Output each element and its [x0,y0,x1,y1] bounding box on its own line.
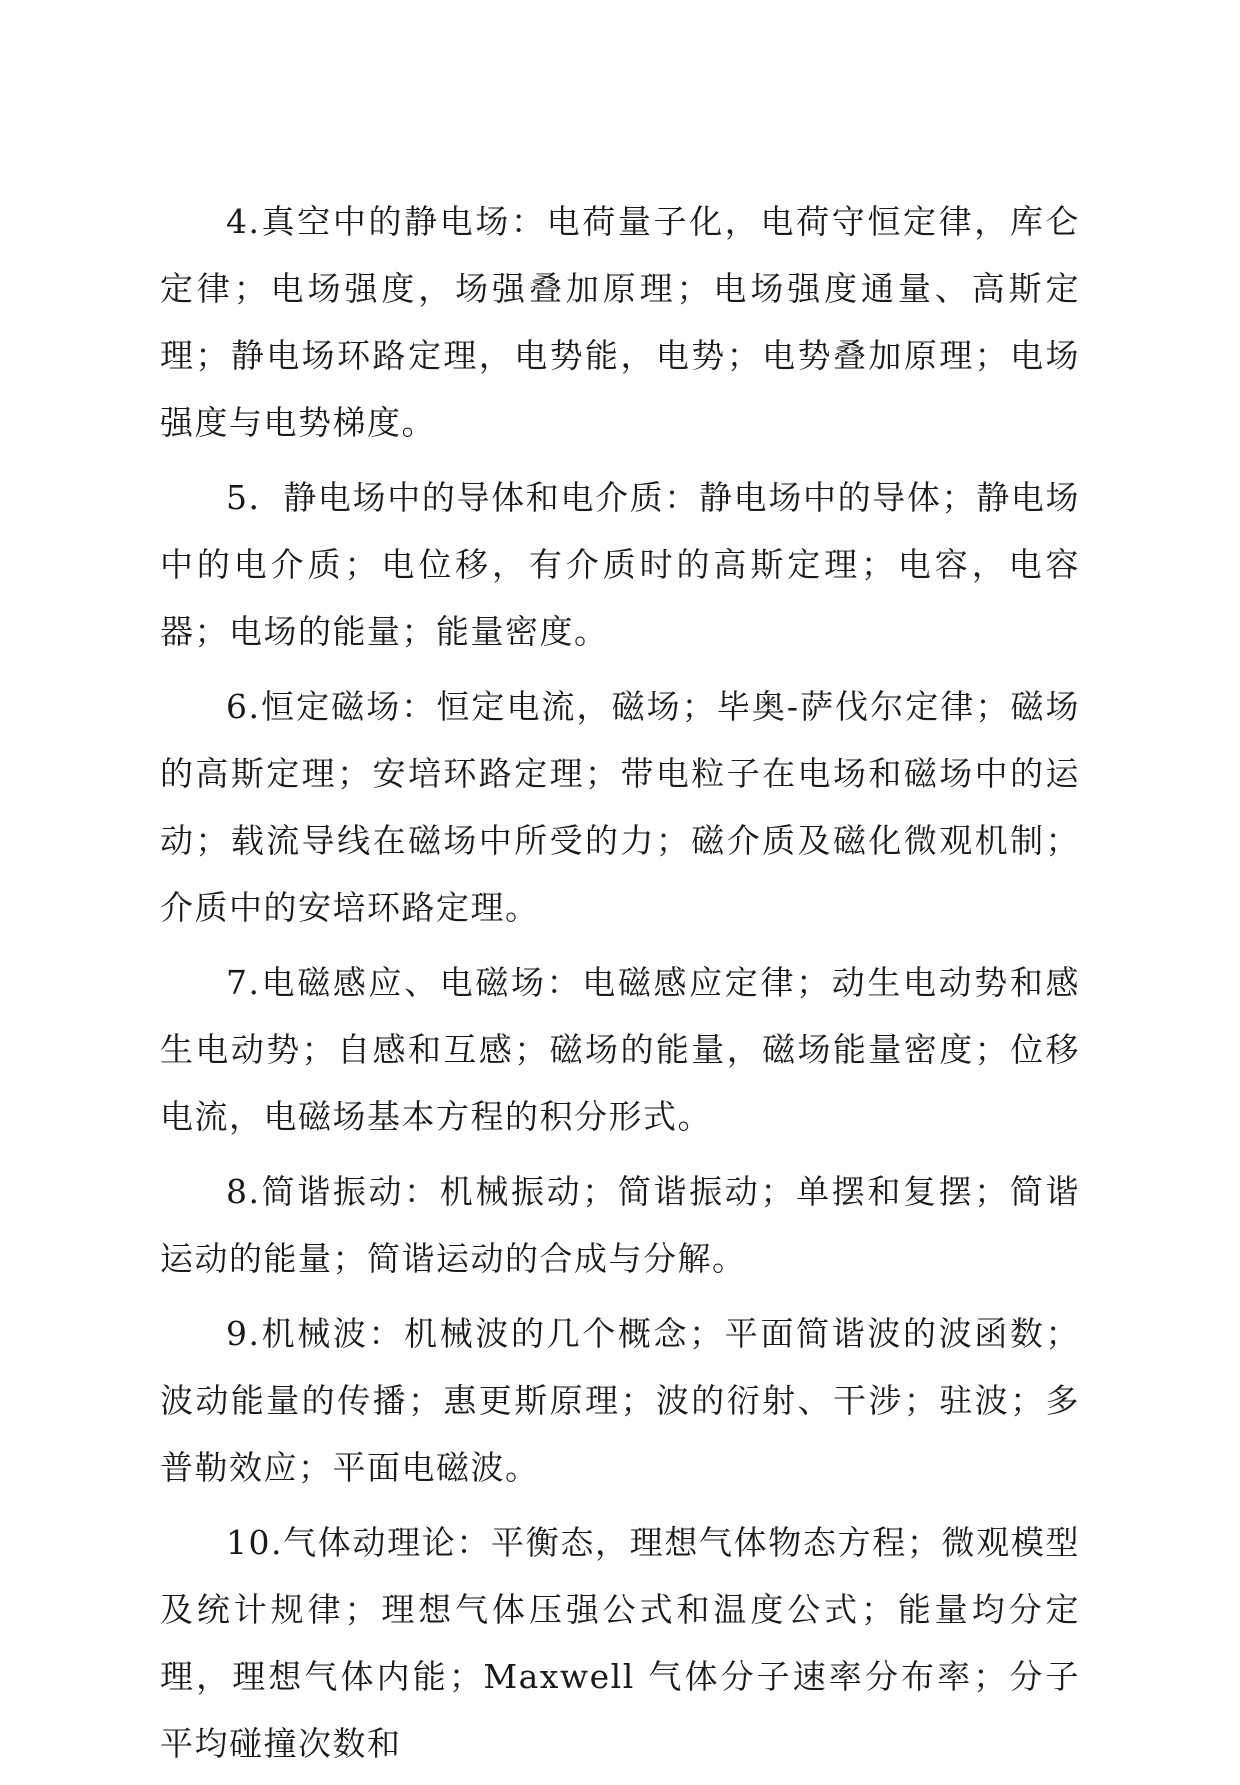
section-10-paragraph: 10.气体动理论：平衡态，理想气体物态方程；微观模型及统计规律；理想气体压强公式和温度公式；能量均分定理，理想气体内能；Maxwell 气体分子速率分布率；分子平均碰撞次数和 [160,1523,1080,1763]
section-5-paragraph: 5．静电场中的导体和电介质：静电场中的导体；静电场中的电介质；电位移，有介质时的高斯定理；电容，电容器；电场的能量；能量密度。 [160,478,1080,651]
document-body [160,188,1080,1785]
section-7-paragraph: 7.电磁感应、电磁场：电磁感应定律；动生电动势和感生电动势；自感和互感；磁场的能量，磁场能量密度；位移电流，电磁场基本方程的积分形式。 [160,963,1080,1136]
section-9-paragraph: 9.机械波：机械波的几个概念；平面简谐波的波函数；波动能量的传播；惠更斯原理；波的衍射、干涉；驻波；多普勒效应；平面电磁波。 [160,1314,1080,1487]
section-6-paragraph: 6.恒定磁场：恒定电流，磁场；毕奥-萨伐尔定律；磁场的高斯定理；安培环路定理；带电粒子在电场和磁场中的运动；载流导线在磁场中所受的力；磁介质及磁化微观机制；介质中的安培环路定理。 [160,687,1080,927]
section-8-paragraph: 8.简谐振动：机械振动；简谐振动；单摆和复摆；简谐运动的能量；简谐运动的合成与分解。 [160,1172,1080,1278]
section-4-paragraph: 4.真空中的静电场：电荷量子化，电荷守恒定律，库仑定律；电场强度，场强叠加原理；电场强度通量、高斯定理；静电场环路定理，电势能，电势；电势叠加原理；电场强度与电势梯度。 [160,202,1080,442]
